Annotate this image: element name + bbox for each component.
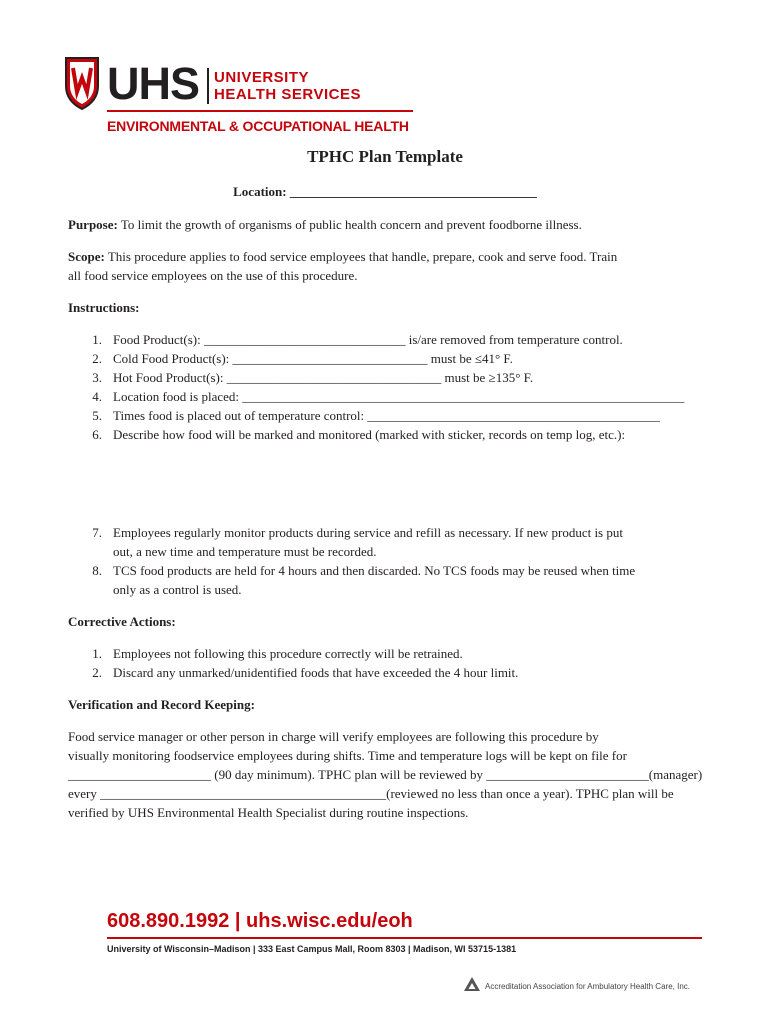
list-number: 2. — [92, 665, 102, 680]
scope-label: Scope: — [68, 249, 105, 264]
scope-text-line2: all food service employees on the use of this procedure. — [68, 268, 358, 283]
logo-divider — [207, 68, 209, 104]
list-item — [68, 425, 728, 444]
list-number: 4. — [92, 389, 102, 404]
list-text: Employees regularly monitor products during service and refill as necessary. If new product is put — [113, 525, 623, 540]
logo-wordmark — [214, 69, 361, 103]
list-number: 8. — [92, 563, 102, 578]
list-text: Discard any unmarked/unidentified foods that have exceeded the 4 hour limit. — [113, 665, 519, 680]
purpose-text: To limit the growth of organisms of public health concern and prevent foodborne illness. — [117, 217, 582, 232]
list-text: out, a new time and temperature must be recorded. — [113, 544, 377, 559]
verification-line: every ____________________________________________(reviewed no less than once a year). TPHC plan will be — [68, 786, 674, 801]
logo-line-health-services: HEALTH SERVICES — [214, 86, 361, 103]
uw-crest-logo — [62, 56, 102, 110]
verification-line: verified by UHS Environmental Health Specialist during routine inspections. — [68, 805, 469, 820]
list-text: Cold Food Product(s): ______________________________ must be ≤41° F. — [113, 351, 513, 366]
list-item — [68, 349, 728, 368]
page-title: TPHC Plan Template — [307, 147, 463, 166]
verification-heading: Verification and Record Keeping: — [68, 697, 255, 712]
list-item — [68, 663, 728, 682]
list-text: Hot Food Product(s): _________________________________ must be ≥135° F. — [113, 370, 534, 385]
instructions-heading: Instructions: — [68, 300, 140, 315]
list-number: 7. — [92, 525, 102, 540]
header-rule — [107, 110, 413, 112]
list-item — [68, 561, 728, 599]
verification-line: ______________________ (90 day minimum). TPHC plan will be reviewed by _________________________(manager) — [68, 767, 703, 782]
purpose-paragraph — [68, 215, 708, 234]
list-number: 5. — [92, 408, 102, 423]
list-item — [68, 406, 728, 425]
list-text: Employees not following this procedure correctly will be retrained. — [113, 646, 463, 661]
logo-abbreviation: UHS — [107, 58, 200, 109]
instructions-list — [68, 330, 728, 450]
list-item — [68, 330, 728, 349]
accreditation-icon — [463, 976, 481, 992]
logo-line-university: UNIVERSITY — [214, 69, 310, 86]
list-number: 1. — [92, 646, 102, 661]
list-item — [68, 368, 728, 387]
list-item — [68, 644, 728, 663]
list-text: Location food is placed: ____________________________________________________________________ — [113, 389, 685, 404]
list-text: TCS food products are held for 4 hours and then discarded. No TCS foods may be reused when time — [113, 563, 636, 578]
corrective-list — [68, 644, 728, 684]
list-number: 2. — [92, 351, 102, 366]
verification-paragraph — [68, 727, 718, 822]
list-number: 3. — [92, 370, 102, 385]
footer-rule — [107, 937, 702, 939]
list-item — [68, 387, 728, 406]
scope-paragraph — [68, 247, 708, 285]
scope-text-line1: This procedure applies to food service employees that handle, prepare, cook and serve food. Train — [104, 249, 618, 264]
purpose-label: Purpose: — [68, 217, 118, 232]
verification-line: Food service manager or other person in charge will verify employees are following this procedure by — [68, 729, 599, 744]
footer-address: University of Wisconsin–Madison | 333 East Campus Mall, Room 8303 | Madison, WI 53715-1381 — [107, 944, 517, 954]
list-number: 6. — [92, 427, 102, 442]
list-text: Times food is placed out of temperature control: _____________________________________________ — [113, 408, 660, 423]
list-number: 1. — [92, 332, 102, 347]
corrective-heading: Corrective Actions: — [68, 614, 176, 629]
accreditation-text: Accreditation Association for Ambulatory Health Care, Inc. — [485, 982, 690, 991]
location-field: Location: ______________________________________ — [233, 184, 537, 199]
footer-contact: 608.890.1992 | uhs.wisc.edu/eoh — [107, 910, 413, 932]
list-text: Food Product(s): _______________________________ is/are removed from temperature control. — [113, 332, 623, 347]
department-name: ENVIRONMENTAL & OCCUPATIONAL HEALTH — [107, 118, 409, 134]
instructions-list-continued — [68, 523, 728, 603]
list-text: only as a control is used. — [113, 582, 242, 597]
list-text: Describe how food will be marked and monitored (marked with sticker, records on temp log, etc.): — [113, 427, 626, 442]
list-item — [68, 523, 728, 561]
verification-line: visually monitoring foodservice employees during shifts. Time and temperature logs will be kept on file for — [68, 748, 627, 763]
